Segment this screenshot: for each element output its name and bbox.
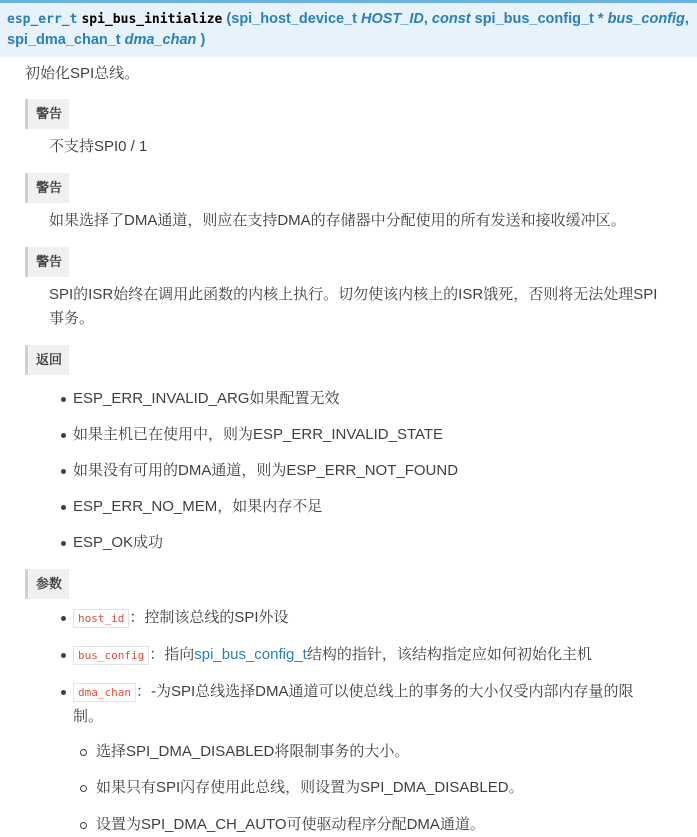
bullet <box>61 541 66 546</box>
bullet <box>61 397 66 402</box>
bullet <box>61 433 66 438</box>
return-type[interactable]: esp_err_t <box>7 12 78 27</box>
close-paren: ) <box>200 32 206 48</box>
param-name-dma-chan: dma_chan <box>73 683 136 702</box>
separator: , <box>423 11 428 27</box>
sub-bullet <box>80 822 87 829</box>
param-dma-name: dma_chan <box>124 32 197 48</box>
param-name-bus-config: bus_config <box>73 646 149 665</box>
warning-text: 不支持SPI0 / 1 <box>49 138 148 155</box>
bullet <box>61 690 66 695</box>
spi-bus-config-link[interactable]: spi_bus_config_t <box>194 646 307 663</box>
returns-label: 返回 <box>25 345 69 375</box>
warning-label: 警告 <box>25 99 69 129</box>
warning-label: 警告 <box>25 247 69 277</box>
sub-bullet <box>80 749 87 756</box>
param-config-type[interactable]: spi_bus_config_t * <box>474 11 604 27</box>
function-description: 初始化SPI总线。 <box>25 65 140 82</box>
bullet <box>61 653 66 658</box>
function-signature <box>0 0 697 57</box>
param-dma-type[interactable]: spi_dma_chan_t <box>7 32 121 48</box>
bullet <box>61 505 66 510</box>
params-label: 参数 <box>25 569 69 599</box>
param-host-name: HOST_ID <box>361 11 424 27</box>
bullet <box>61 616 66 621</box>
param-name-host-id: host_id <box>73 609 129 628</box>
bullet <box>61 469 66 474</box>
sub-bullet <box>80 785 87 792</box>
warning-text: SPI的ISR始终在调用此函数的内核上执行。切勿使该内核上的ISR饿死，否则将无法处理SPI 事务。 <box>49 286 658 327</box>
open-paren: ( <box>226 11 232 27</box>
separator: , <box>684 11 689 27</box>
param-host-type[interactable]: spi_host_device_t <box>231 11 357 27</box>
const-qualifier: const <box>431 11 471 27</box>
warning-label: 警告 <box>25 173 69 203</box>
param-config-name: bus_config <box>607 11 685 27</box>
warning-text: 如果选择了DMA通道，则应在支持DMA的存储器中分配使用的所有发送和接收缓冲区。 <box>49 212 626 229</box>
function-name: spi_bus_initialize <box>81 12 223 27</box>
